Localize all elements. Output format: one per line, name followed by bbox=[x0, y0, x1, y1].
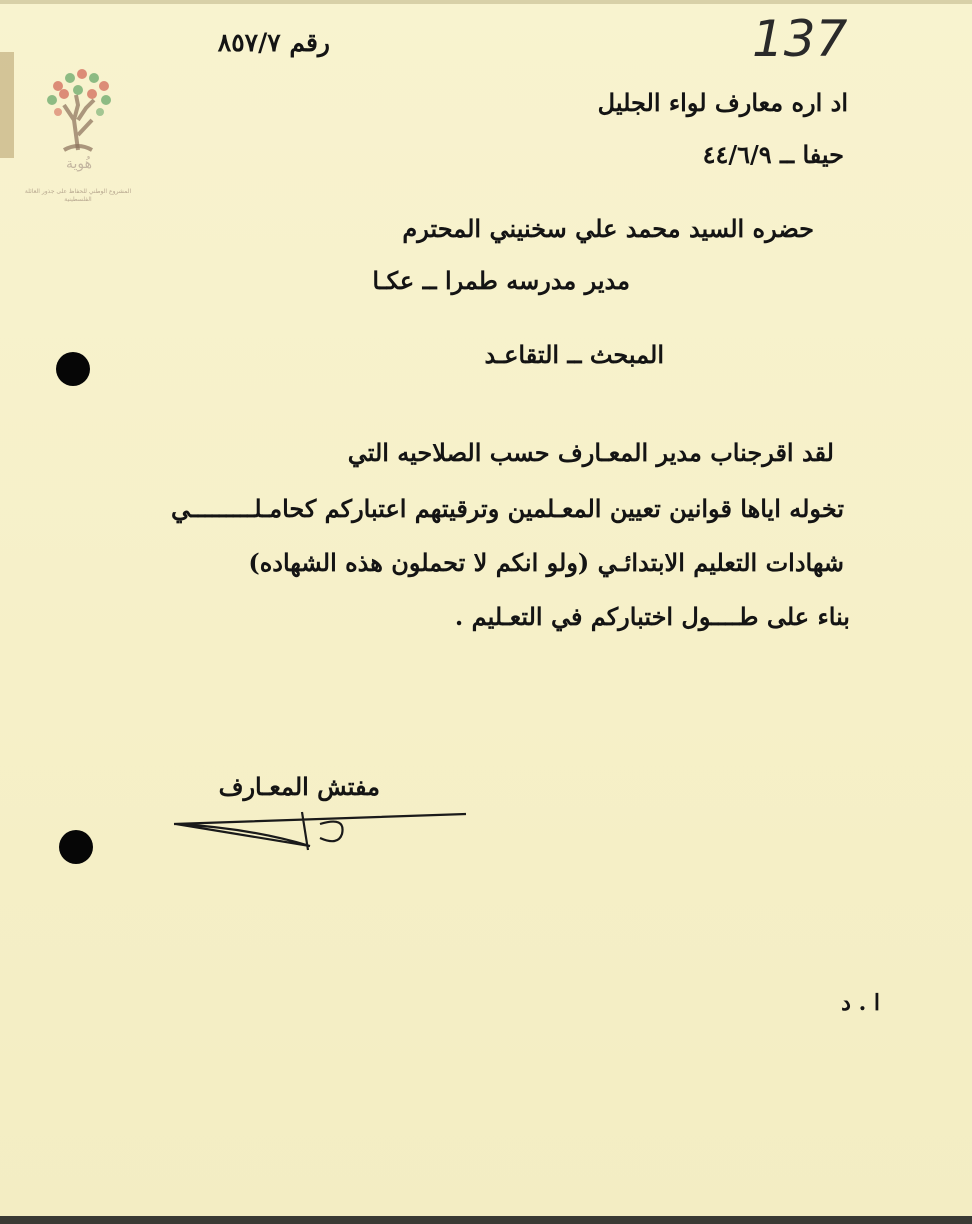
watermark-caption: المشروع الوطني للحفاظ على جذور العائلة الفلسطينية bbox=[24, 188, 132, 203]
department-name: اد اره معارف لواء الجليل bbox=[597, 88, 848, 117]
footer-initials: ا . د bbox=[841, 990, 880, 1016]
watermark-logo bbox=[28, 50, 128, 210]
scan-bottom-edge bbox=[0, 1216, 972, 1224]
addressee-title: مدير مدرسه طمرا ــ عكـا bbox=[372, 266, 630, 295]
subject-line: المبحث ــ التقاعـد bbox=[484, 340, 664, 369]
body-line-2: تخوله اياها قوانين تعيين المعـلمين وترقيتهم اعتباركم كحامـلـــــــــي bbox=[170, 494, 844, 523]
watermark-name: هُوية bbox=[65, 156, 93, 172]
addressee-name: حضره السيد محمد علي سخنيني المحترم bbox=[402, 214, 814, 243]
scan-top-edge bbox=[0, 0, 972, 4]
body-line-4: بناء على طــــول اختباركم في التعـليم . bbox=[454, 602, 850, 631]
scan-left-strip bbox=[0, 52, 14, 158]
city-date: حيفا ــ ٤٤/٦/٩ bbox=[702, 140, 844, 169]
handwritten-signature bbox=[170, 806, 470, 856]
archive-number: 137 bbox=[752, 10, 848, 68]
signature-title: مفتش المعـارف bbox=[218, 772, 380, 801]
reference-number: رقم ٨٥٧/٧ bbox=[217, 28, 330, 57]
body-line-1: لقد اقرجناب مدير المعـارف حسب الصلاحيه التي bbox=[347, 438, 834, 467]
punch-hole-bottom bbox=[59, 830, 93, 864]
tree-icon bbox=[28, 50, 128, 160]
punch-hole-top bbox=[56, 352, 90, 386]
body-line-3: شهادات التعليم الابتدائـي (ولو انكم لا تحملون هذه الشهاده) bbox=[248, 548, 844, 577]
